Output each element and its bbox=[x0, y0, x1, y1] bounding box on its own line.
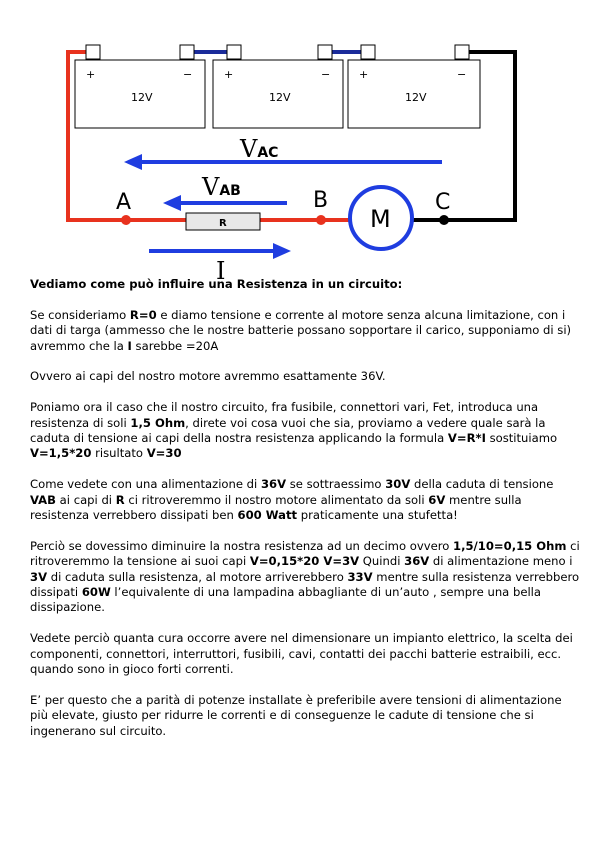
paragraph-2: Ovvero ai capi del nostro motore avremmo esattamente 36V. bbox=[30, 369, 386, 384]
point-b-label: B bbox=[313, 188, 329, 213]
node-b bbox=[316, 215, 326, 225]
node-a bbox=[121, 215, 131, 225]
battery-1-minus: − bbox=[183, 68, 193, 81]
paragraph-5: Perciò se dovessimo diminuire la nostra resistenza ad un decimo ovvero 1,5/10=0,15 Ohm ci ritroveremmo la tensione ai suoi capi V=0,15*20 V=3V Quindi 36V di alimentazione meno i 3V di caduta sulla resistenza, al motore arriverebbero 33V mentre sulla resistenza verrebbero dissipati 60W l’equivalente di una lampadina abbagliante di un’auto , sempre una bella dissipazione. bbox=[30, 538, 580, 615]
node-c bbox=[439, 215, 449, 225]
battery-1-plus: + bbox=[86, 68, 96, 81]
battery-3-voltage: 12V bbox=[405, 91, 427, 104]
vac-arrow bbox=[124, 154, 442, 170]
motor-label: M bbox=[370, 205, 391, 233]
battery-3 bbox=[348, 45, 480, 128]
battery-2 bbox=[213, 45, 343, 128]
paragraph-1: Se consideriamo R=0 e diamo tensione e corrente al motore senza alcuna limitazione, con i dati di targa (ammesso che le nostre batterie possano sopportare il carico, supponiamo di si) avremmo che la I sarebbe =20A bbox=[30, 307, 572, 353]
paragraph-3: Poniamo ora il caso che il nostro circuito, fra fusibile, connettori vari, Fet, introduca una resistenza di soli 1,5 Ohm, direte voi cosa vuoi che sia, proviamo a vedere quale sarà la caduta di tensione ai capi della nostra resistenza applicando la formula V=R*I sostituiamo V=1,5*20 risultato V=30 bbox=[30, 400, 558, 461]
battery-1 bbox=[75, 45, 205, 128]
circuit-diagram bbox=[0, 0, 602, 290]
vac-label: VAC bbox=[240, 135, 279, 163]
battery-2-plus: + bbox=[224, 68, 234, 81]
battery-2-voltage: 12V bbox=[269, 91, 291, 104]
resistor-label: R bbox=[219, 218, 227, 229]
paragraph-7: E’ per questo che a parità di potenze installate è preferibile avere tensioni di alimentazione più elevate, giusto per ridurre le correnti e di conseguenze le cadute di tensione che si ingenerano sul circuito. bbox=[30, 692, 562, 738]
point-c-label: C bbox=[435, 190, 451, 215]
battery-3-minus: − bbox=[457, 68, 467, 81]
article-text bbox=[30, 277, 582, 754]
paragraph-6: Vedete perciò quanta cura occorre avere nel dimensionare un impianto elettrico, la scelta dei componenti, connettori, interruttori, fusibili, cavi, contatti dei pacchi batterie estraibili, ecc. quando sono in gioco forti correnti. bbox=[30, 631, 573, 677]
paragraph-4: Come vedete con una alimentazione di 36V se sottraessimo 30V della caduta di tensione VAB ai capi di R ci ritroveremmo il nostro motore alimentato da soli 6V mentre sulla resistenza verrebbero dissipati ben 600 Watt praticamente una stufetta! bbox=[30, 477, 554, 523]
point-a-label: A bbox=[116, 190, 132, 215]
article-heading: Vediamo come può influire una Resistenza in un circuito: bbox=[30, 277, 403, 291]
battery-1-voltage: 12V bbox=[131, 91, 153, 104]
battery-2-minus: − bbox=[321, 68, 331, 81]
vab-label: VAB bbox=[202, 173, 241, 201]
battery-3-plus: + bbox=[359, 68, 369, 81]
current-label: I bbox=[216, 257, 226, 285]
